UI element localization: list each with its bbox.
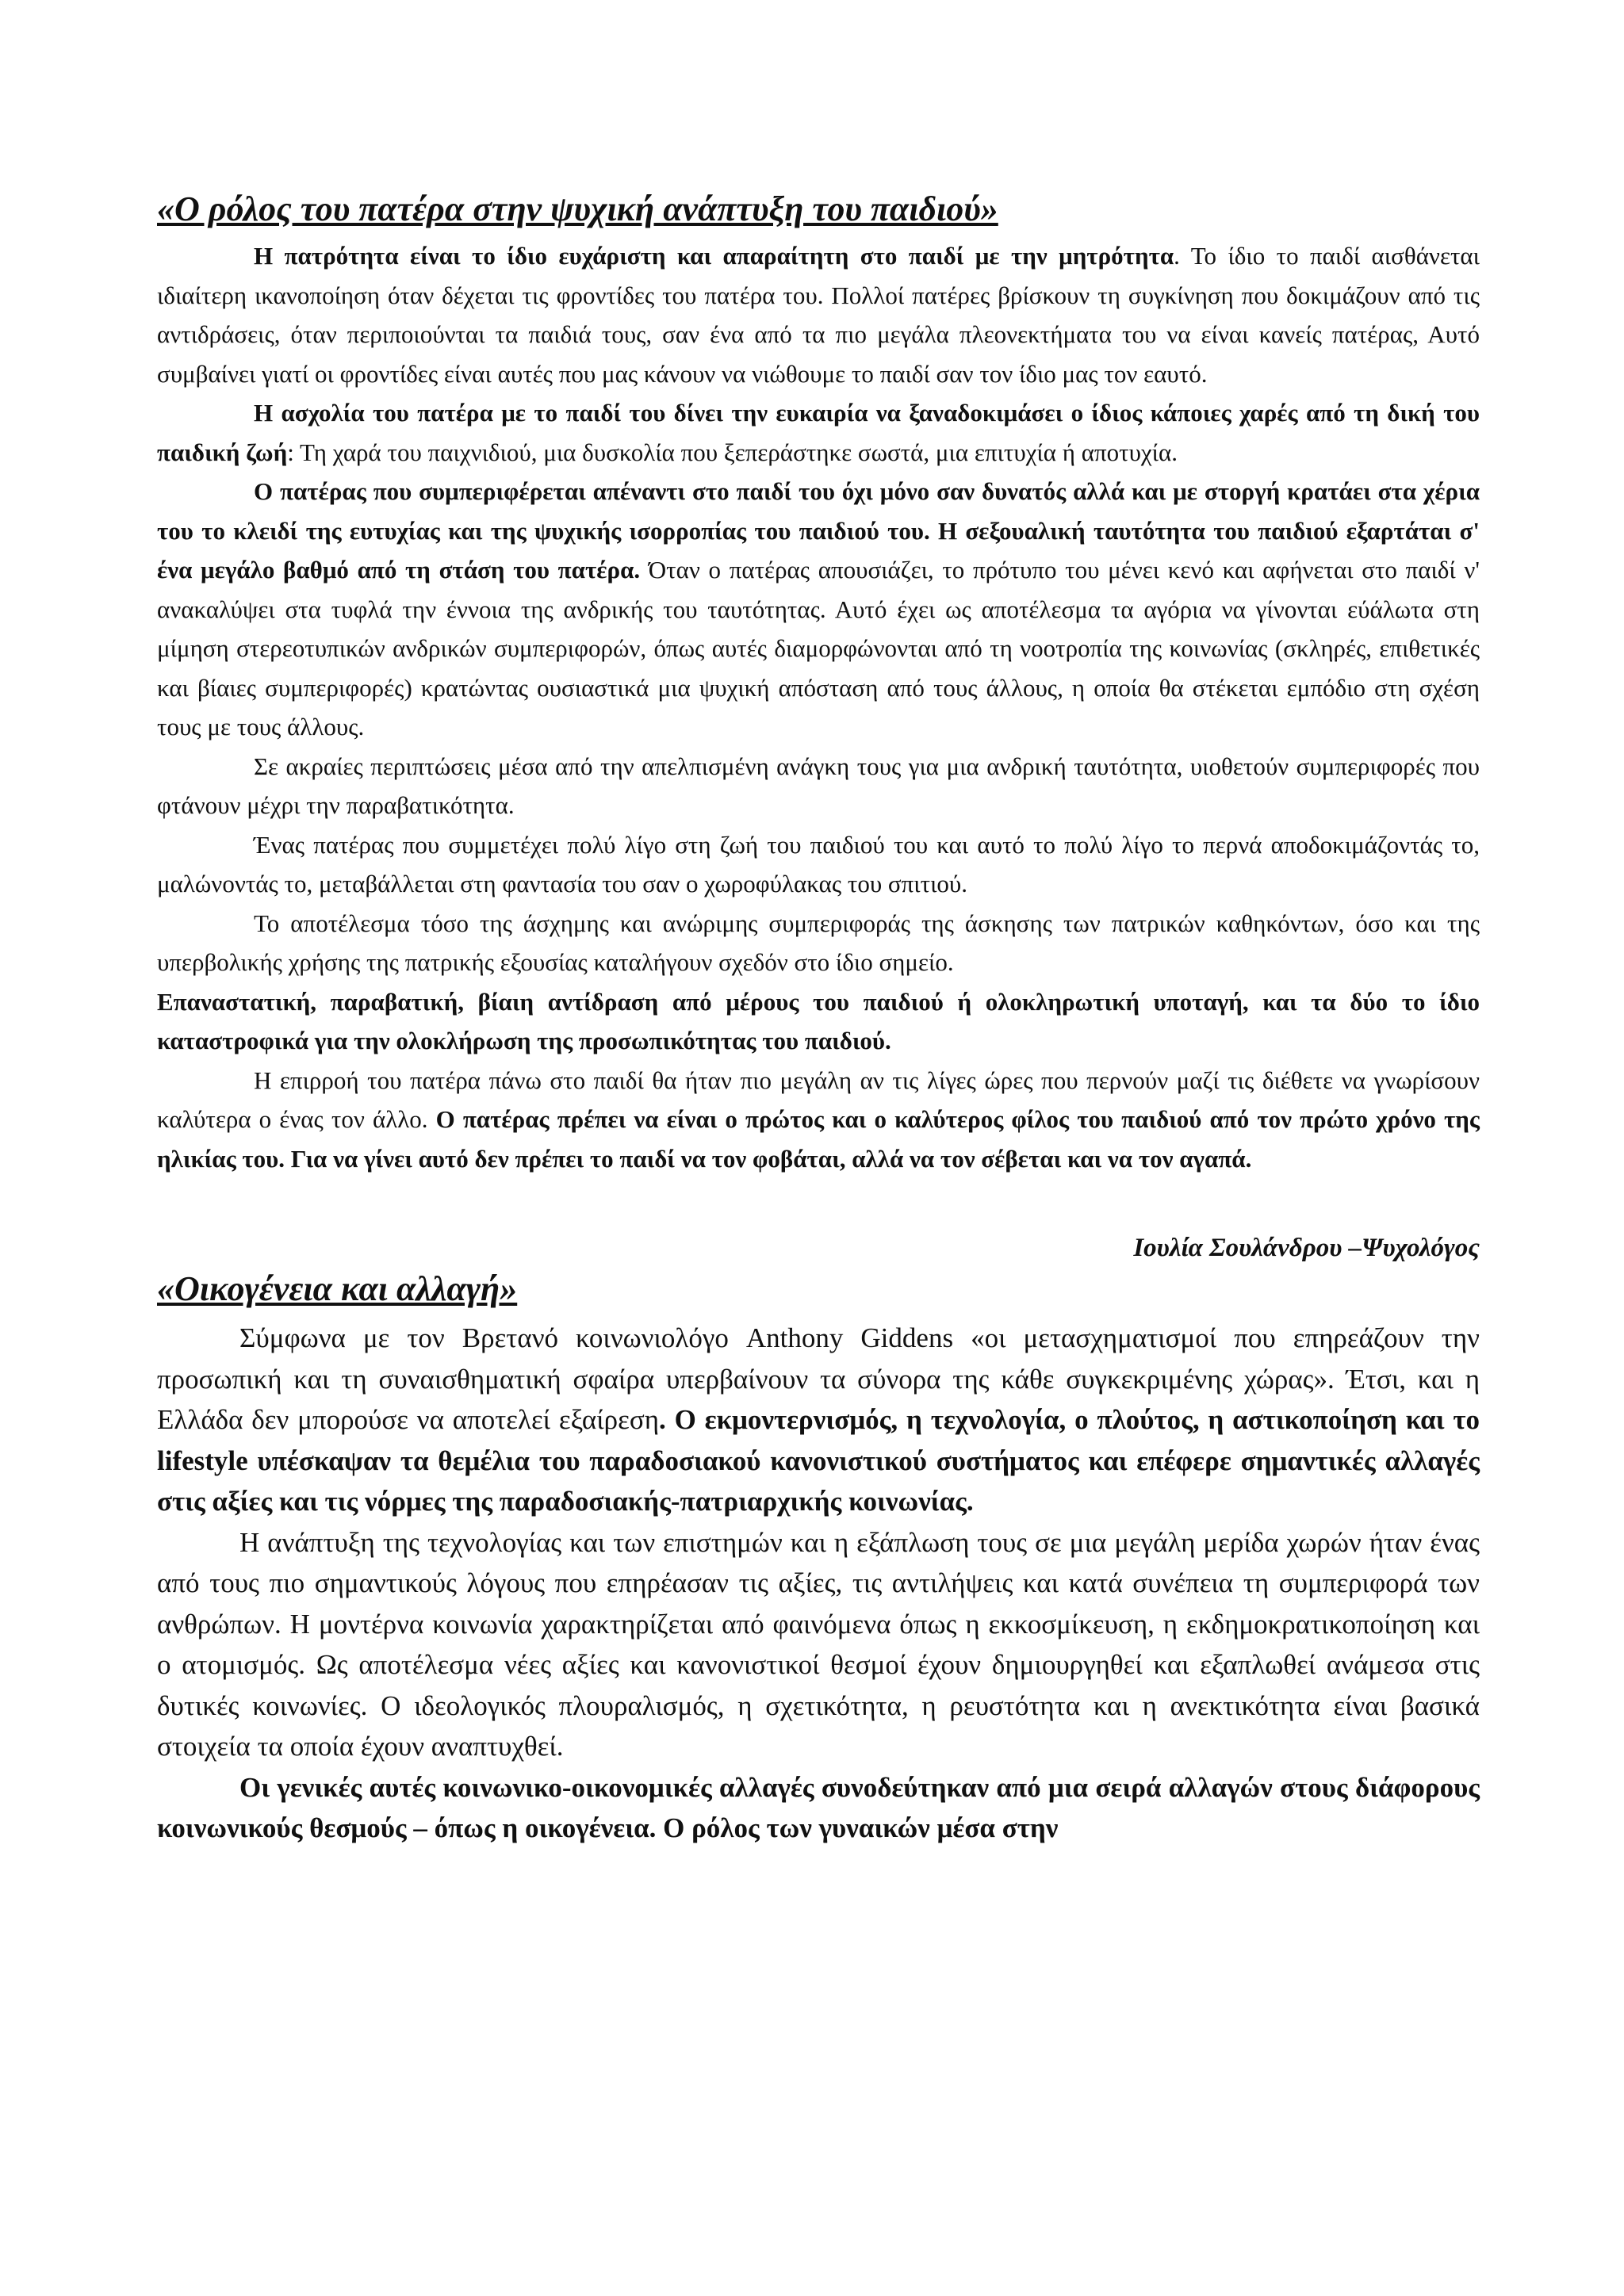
- paragraph: Η ανάπτυξη της τεχνολογίας και των επιστημών και η εξάπλωση τους σε μια μεγάλη μερίδα χωρών ήταν ένας από τους πιο σημαντικούς λόγους που επηρέασαν τις αξίες, τις αντιλήψεις και κατά συνέπεια τη συμπεριφορά των ανθρώπων. Η μοντέρνα κοινωνία χαρακτηρίζεται από φαινόμενα όπως η εκκοσμίκευση, η εκδημοκρατικοποίηση και ο ατομισμός. Ως αποτέλεσμα νέες αξίες και κανονιστικοί θεσμοί έχουν δημιουργηθεί και εξαπλωθεί ανάμεσα στις δυτικές κοινωνίες. Ο ιδεολογικός πλουραλισμός, η σχετικότητα, η ρευστότητα και η ανεκτικότητα είναι βασικά στοιχεία τα οποία έχουν αναπτυχθεί.: [157, 1526, 1480, 1762]
- paragraph: Το αποτέλεσμα τόσο της άσχημης και ανώριμης συμπεριφοράς της άσκησης των πατρικών καθηκόντων, όσο και της υπερβολικής χρήσης της πατρικής εξουσίας καταλήγουν σχεδόν στο ίδιο σημείο.: [157, 909, 1480, 976]
- paragraph: [157, 236, 1480, 393]
- paragraph: [157, 393, 1480, 472]
- paragraph: [157, 472, 1480, 747]
- body-text: Όταν ο πατέρας απουσιάζει, το πρότυπο του μένει κενό και αφήνεται στο παιδί ν' ανακαλύψει στα τυφλά την έννοια της ανδρικής του ταυτότητας. Αυτό έχει ως αποτέλεσμα τα αγόρια να γίνονται εύάλωτα στη μίμηση στερεοτυπικών ανδρικών συμπεριφορών, όπως αυτές διαμορφώνονται από τη νοοτροπία της κοινωνίας (σκληρές, επιθετικές και βίαιες συμπεριφορές) κρατώντας ουσιαστικά μια ψυχική απόσταση από τους άλλους, η οποία θα στέκεται εμπόδιο στη σχέση τους με τους άλλους.: [157, 556, 1480, 740]
- bold-text: Η ασχολία του πατέρα με το παιδί του δίνει την ευκαιρία να ξαναδοκιμάσει ο ίδιος κάποιες χαρές από τη δική του παιδική ζωή: [157, 399, 1480, 466]
- document-page: [157, 187, 1480, 1849]
- body-text: Σύμφωνα με τον Βρετανό κοινωνιολόγο Anthony Giddens «οι μετασχηματισμοί που επηρεάζουν την προσωπική και τη συναισθηματική σφαίρα υπερβαίνουν τα σύνορα της κάθε συγκεκριμένης χώρας». Έτσι, και η Ελλάδα δεν μπορούσε να αποτελεί εξαίρεση: [157, 1322, 1480, 1435]
- bold-text: Επαναστατική, παραβατική, βίαιη αντίδραση από μέρους του παιδιού ή ολοκληρωτική υποταγή, και τα δύο το ίδιο καταστροφικά για την ολοκλήρωση της προσωπικότητας του παιδιού.: [157, 987, 1480, 1054]
- paragraph: [157, 1318, 1480, 1522]
- section-title-family-change: «Οικογένεια και αλλαγή»: [157, 1269, 518, 1308]
- body-text: Η επιρροή του πατέρα πάνω στο παιδί θα ήταν πιο μεγάλη αν τις λίγες ώρες που περνούν μαζί τις διέθετε να γνωρίσουν καλύτερα ο ένας τον άλλο.: [157, 1066, 1480, 1133]
- paragraph: Ένας πατέρας που συμμετέχει πολύ λίγο στη ζωή του παιδιού του και αυτό το πολύ λίγο το περνά αποδοκιμάζοντάς το, μαλώνοντάς το, μεταβάλλεται στη φαντασία του σαν ο χωροφύλακας του σπιτιού.: [157, 830, 1480, 897]
- bold-text: . Ο εκμοντερνισμός, η τεχνολογία, ο πλούτος, η αστικοποίηση και το lifestyle υπέσκαψαν τα θεμέλια του παραδοσιακού κανονιστικού συστήματος και επέφερε σημαντικές αλλαγές στις αξίες και τις νόρμες της παραδοσιακής-πατριαρχικής κοινωνίας.: [157, 1404, 1480, 1517]
- bold-text: Ο πατέρας που συμπεριφέρεται απέναντι στο παιδί του όχι μόνο σαν δυνατός αλλά και με στοργή κρατάει στα χέρια του το κλειδί της ευτυχίας και της ψυχικής ισορροπίας του παιδιού του. Η σεξουαλική ταυτότητα του παιδιού εξαρτάται σ' ένα μεγάλο βαθμό από τη στάση του πατέρα.: [157, 477, 1480, 584]
- section-title-father-role: «Ο ρόλος του πατέρα στην ψυχική ανάπτυξη του παιδιού»: [157, 189, 998, 228]
- paragraph: [157, 982, 1480, 1061]
- author-signature: Ιουλία Σουλάνδρου –Ψυχολόγος: [1133, 1234, 1480, 1262]
- bold-text: Ο πατέρας πρέπει να είναι ο πρώτος και ο καλύτερος φίλος του παιδιού από τον πρώτο χρόνο της ηλικίας του. Για να γίνει αυτό δεν πρέπει το παιδί να τον φοβάται, αλλά να τον σέβεται και να τον αγαπά.: [157, 1105, 1480, 1173]
- paragraph: Σε ακραίες περιπτώσεις μέσα από την απελπισμένη ανάγκη τους για μια ανδρική ταυτότητα, υιοθετούν συμπεριφορές που φτάνουν μέχρι την παραβατικότητα.: [157, 752, 1480, 819]
- paragraph: [157, 1061, 1480, 1179]
- paragraph: [157, 1767, 1480, 1849]
- body-text: . Το ίδιο το παιδί αισθάνεται ιδιαίτερη ικανοποίηση όταν δέχεται τις φροντίδες του πατέρα του. Πολλοί πατέρες βρίσκουν τη συγκίνηση που δοκιμάζουν από τις αντιδράσεις, όταν περιποιούνται τα παιδιά τους, σαν ένα από τα πιο μεγάλα πλεονεκτήματα του να είναι κανείς πατέρας, Αυτό συμβαίνει γιατί οι φροντίδες είναι αυτές που μας κάνουν να νιώθουμε το παιδί σαν τον ίδιο μας τον εαυτό.: [157, 242, 1480, 388]
- bold-text: Οι γενικές αυτές κοινωνικο-οικονομικές αλλαγές συνοδεύτηκαν από μια σειρά αλλαγών στους διάφορους κοινωνικούς θεσμούς – όπως η οικογένεια. Ο ρόλος των γυναικών μέσα στην: [157, 1771, 1480, 1843]
- bold-text: Η πατρότητα είναι το ίδιο ευχάριστη και απαραίτητη στο παιδί με την μητρότητα: [254, 242, 1174, 270]
- body-text: : Τη χαρά του παιχνιδιού, μια δυσκολία που ξεπεράστηκε σωστά, μια επιτυχία ή αποτυχία.: [287, 438, 1178, 466]
